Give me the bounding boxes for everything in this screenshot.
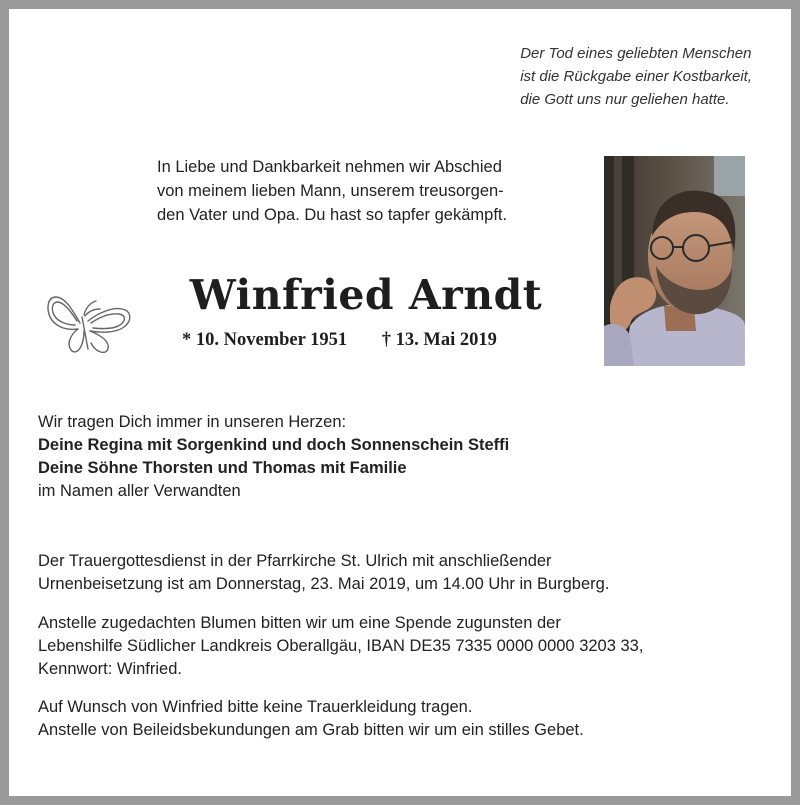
quote-line: die Gott uns nur geliehen hatte. (520, 91, 730, 108)
service-line: Urnenbeisetzung ist am Donnerstag, 23. Mai 2019, um 14.00 Uhr in Burgberg. (38, 575, 610, 593)
service-line: Der Trauergottesdienst in der Pfarrkirche St. Ulrich mit anschließender (38, 552, 552, 570)
mourners-section (38, 411, 509, 503)
service-section (38, 550, 609, 596)
quote-line: ist die Rückgabe einer Kostbarkeit, (520, 68, 752, 85)
deceased-name: Winfried Arndt (189, 271, 543, 319)
intro-line: den Vater und Opa. Du hast so tapfer gekämpft. (157, 206, 508, 224)
wishes-line: Auf Wunsch von Winfried bitte keine Trauerkleidung tragen. (38, 698, 473, 716)
donation-section (38, 612, 643, 681)
butterfly-icon (44, 287, 134, 357)
mourners-line: im Namen aller Verwandten (38, 482, 241, 500)
birth-date: * 10. November 1951 (182, 330, 348, 350)
mourners-line: Deine Regina mit Sorgenkind und doch Sonnenschein Steffi (38, 436, 510, 454)
intro-line: von meinem lieben Mann, unserem treusorgen- (157, 182, 504, 200)
intro-line: In Liebe und Dankbarkeit nehmen wir Abschied (157, 158, 502, 176)
death-date: † 13. Mai 2019 (381, 330, 497, 350)
intro-text (157, 155, 507, 227)
wishes-line: Anstelle von Beileidsbekundungen am Grab bitten wir um ein stilles Gebet. (38, 721, 584, 739)
quote-line: Der Tod eines geliebten Menschen (520, 45, 752, 62)
mourners-line: Deine Söhne Thorsten und Thomas mit Familie (38, 459, 407, 477)
donation-line: Anstelle zugedachten Blumen bitten wir um eine Spende zugunsten der (38, 614, 561, 632)
portrait-photo (604, 156, 745, 366)
mourners-intro: Wir tragen Dich immer in unseren Herzen: (38, 413, 347, 431)
donation-line: Kennwort: Winfried. (38, 660, 182, 678)
donation-line: Lebenshilfe Südlicher Landkreis Oberallgäu, IBAN DE35 7335 0000 0000 3203 33, (38, 637, 644, 655)
life-dates (182, 330, 497, 351)
quote (520, 42, 752, 111)
wishes-section (38, 696, 584, 742)
